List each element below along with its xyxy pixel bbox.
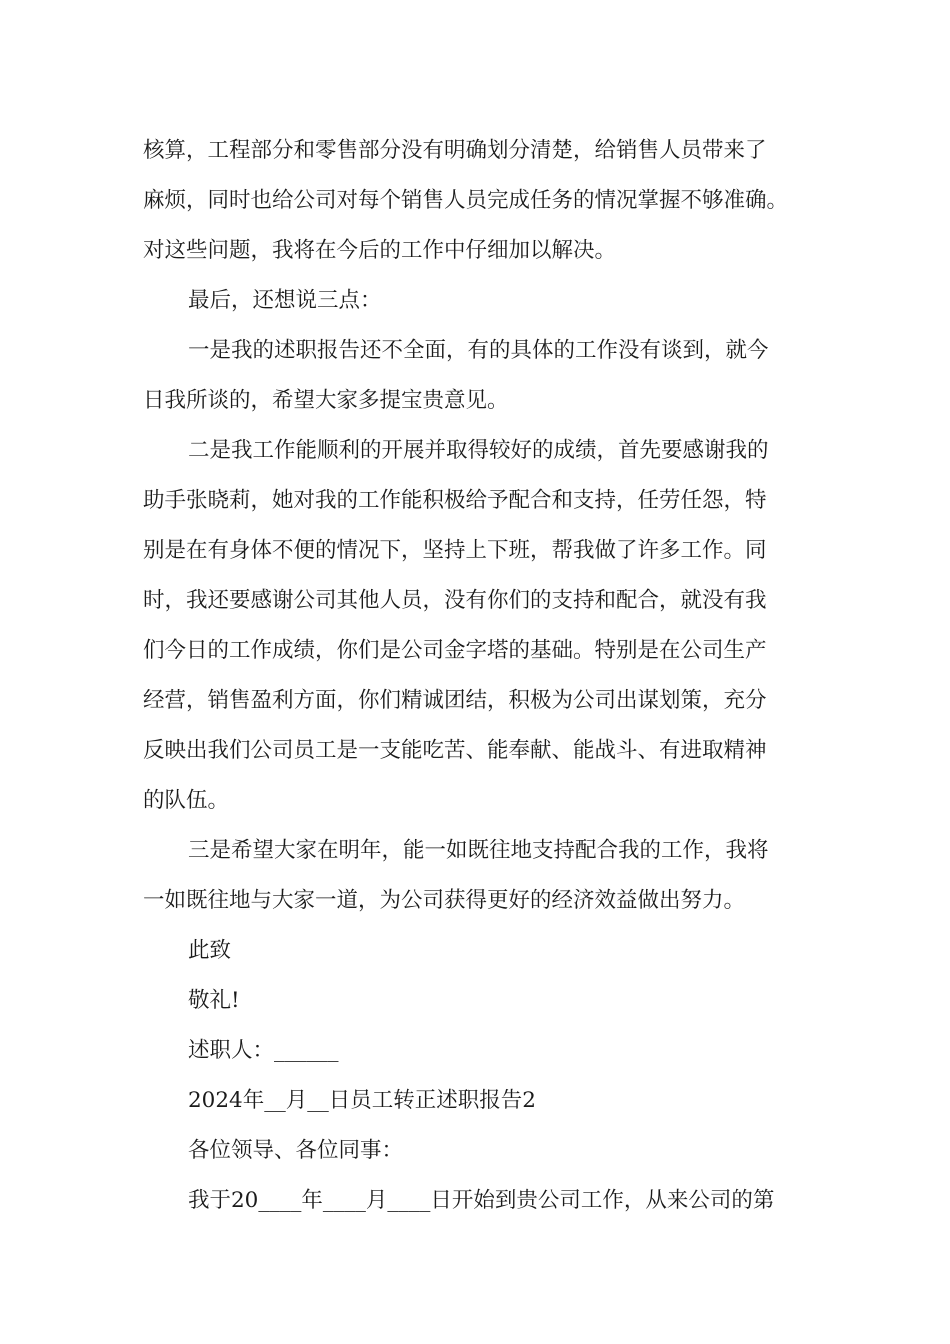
paragraph-point-1	[143, 326, 803, 426]
text-line: 助手张晓莉，她对我的工作能积极给予配合和支持，任劳任怨，特	[143, 488, 767, 513]
salutation-line: 此致	[188, 938, 232, 963]
text-line: 二是我工作能顺利的开展并取得较好的成绩，首先要感谢我的	[188, 438, 769, 463]
text-line: 核算，工程部分和零售部分没有明确划分清楚，给销售人员带来了	[143, 138, 767, 163]
text-line: 别是在有身体不便的情况下，坚持上下班，帮我做了许多工作。同	[143, 538, 767, 563]
paragraph-point-3	[143, 826, 803, 926]
text-line: 对这些问题，我将在今后的工作中仔细加以解决。	[143, 238, 617, 263]
text-line: 一如既往地与大家一道，为公司获得更好的经济效益做出努力。	[143, 888, 746, 913]
text-line: 时，我还要感谢公司其他人员，没有你们的支持和配合，就没有我	[143, 588, 767, 613]
text-line: 经营，销售盈利方面，你们精诚团结，积极为公司出谋划策，充分	[143, 688, 767, 713]
text-line: 们今日的工作成绩，你们是公司金字塔的基础。特别是在公司生产	[143, 638, 767, 663]
report-opening: 我于20____年____月____日开始到贵公司工作，从来公司的第	[188, 1188, 775, 1213]
text-line: 日我所谈的，希望大家多提宝贵意见。	[143, 388, 509, 413]
document-body	[143, 126, 803, 1226]
paragraph-continuation	[143, 126, 803, 276]
salutation-line: 敬礼!	[188, 988, 240, 1013]
report-title: 2024年__月__日员工转正述职报告2	[188, 1088, 536, 1113]
report-greeting: 各位领导、各位同事：	[188, 1138, 404, 1163]
paragraph-point-2	[143, 426, 803, 826]
report-2-block	[143, 1076, 803, 1226]
text-line: 麻烦，同时也给公司对每个销售人员完成任务的情况掌握不够准确。	[143, 188, 789, 213]
text-line: 反映出我们公司员工是一支能吃苦、能奉献、能战斗、有进取精神	[143, 738, 767, 763]
signature-line: 述职人：______	[188, 1038, 339, 1063]
paragraph-closing-intro	[143, 276, 803, 326]
salutation-block	[143, 926, 803, 1076]
text-line: 三是希望大家在明年，能一如既往地支持配合我的工作，我将	[188, 838, 769, 863]
text-line: 最后，还想说三点：	[188, 288, 382, 313]
text-line: 的队伍。	[143, 788, 230, 813]
text-line: 一是我的述职报告还不全面，有的具体的工作没有谈到，就今	[188, 338, 769, 363]
